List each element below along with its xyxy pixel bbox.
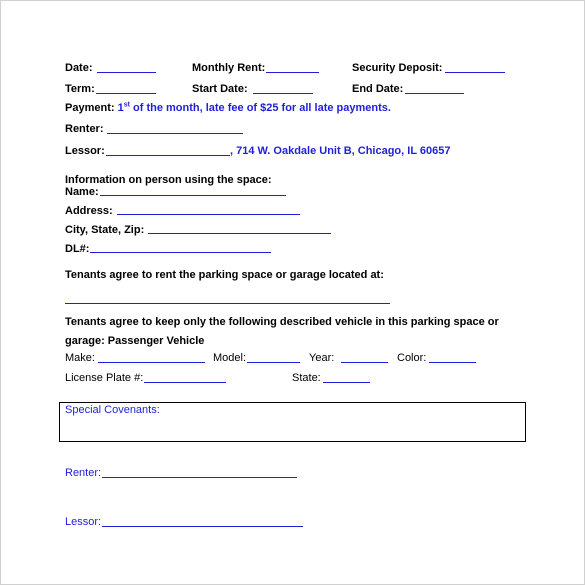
lessor-label: Lessor:	[65, 145, 105, 157]
renter-field[interactable]	[107, 133, 243, 134]
info-heading: Information on person using the space:	[65, 174, 272, 186]
payment-label: Payment:	[65, 102, 115, 114]
security-deposit-label: Security Deposit:	[352, 62, 443, 74]
model-label: Model:	[213, 352, 247, 364]
payment-line	[65, 102, 391, 114]
dl-label: DL#:	[65, 243, 90, 255]
name-field[interactable]	[100, 195, 286, 196]
monthly-rent-label: Monthly Rent:	[192, 62, 266, 74]
lessor-field[interactable]	[106, 155, 230, 156]
start-date-label: Start Date:	[192, 83, 248, 95]
payment-terms	[118, 102, 391, 114]
payment-day-suffix: st	[123, 101, 130, 109]
year-field[interactable]	[341, 362, 388, 363]
tenants-location-text: Tenants agree to rent the parking space or garage located at:	[65, 269, 384, 281]
city-state-zip-label: City, State, Zip:	[65, 224, 145, 236]
renter-signature-label: Renter:	[65, 467, 102, 479]
payment-terms-text: of the month, late fee of $25 for all late payments.	[133, 102, 391, 114]
renter-label: Renter:	[65, 123, 104, 135]
date-label: Date:	[65, 62, 93, 74]
state-field[interactable]	[323, 382, 370, 383]
special-covenants-label: Special Covenants:	[65, 404, 160, 416]
security-deposit-field[interactable]	[445, 72, 505, 73]
date-field[interactable]	[97, 72, 156, 73]
year-label: Year:	[309, 352, 335, 364]
term-label: Term:	[65, 83, 95, 95]
lessor-signature-label: Lessor:	[65, 516, 102, 528]
license-plate-field[interactable]	[144, 382, 226, 383]
color-field[interactable]	[429, 362, 476, 363]
make-label: Make:	[65, 352, 95, 364]
end-date-label: End Date:	[352, 83, 404, 95]
start-date-field[interactable]	[253, 93, 313, 94]
name-label: Name:	[65, 186, 99, 198]
term-field[interactable]	[96, 93, 156, 94]
license-plate-label: License Plate #:	[65, 372, 144, 384]
tenants-vehicle-text-1: Tenants agree to keep only the following described vehicle in this parking space or	[65, 316, 499, 328]
make-field[interactable]	[98, 362, 205, 363]
lessor-signature-field[interactable]	[102, 526, 303, 527]
monthly-rent-field[interactable]	[266, 72, 319, 73]
address-field[interactable]	[117, 214, 300, 215]
lessor-address: , 714 W. Oakdale Unit B, Chicago, IL 60657	[230, 145, 451, 157]
renter-signature-field[interactable]	[102, 477, 297, 478]
payment-day: 1	[117, 102, 124, 114]
state-label: State:	[292, 372, 321, 384]
color-label: Color:	[397, 352, 427, 364]
end-date-field[interactable]	[405, 93, 464, 94]
model-field[interactable]	[247, 362, 300, 363]
address-label: Address:	[65, 205, 113, 217]
tenants-vehicle-text-2: garage: Passenger Vehicle	[65, 335, 205, 347]
dl-field[interactable]	[90, 252, 271, 253]
location-field[interactable]	[65, 303, 390, 304]
city-state-zip-field[interactable]	[148, 233, 331, 234]
